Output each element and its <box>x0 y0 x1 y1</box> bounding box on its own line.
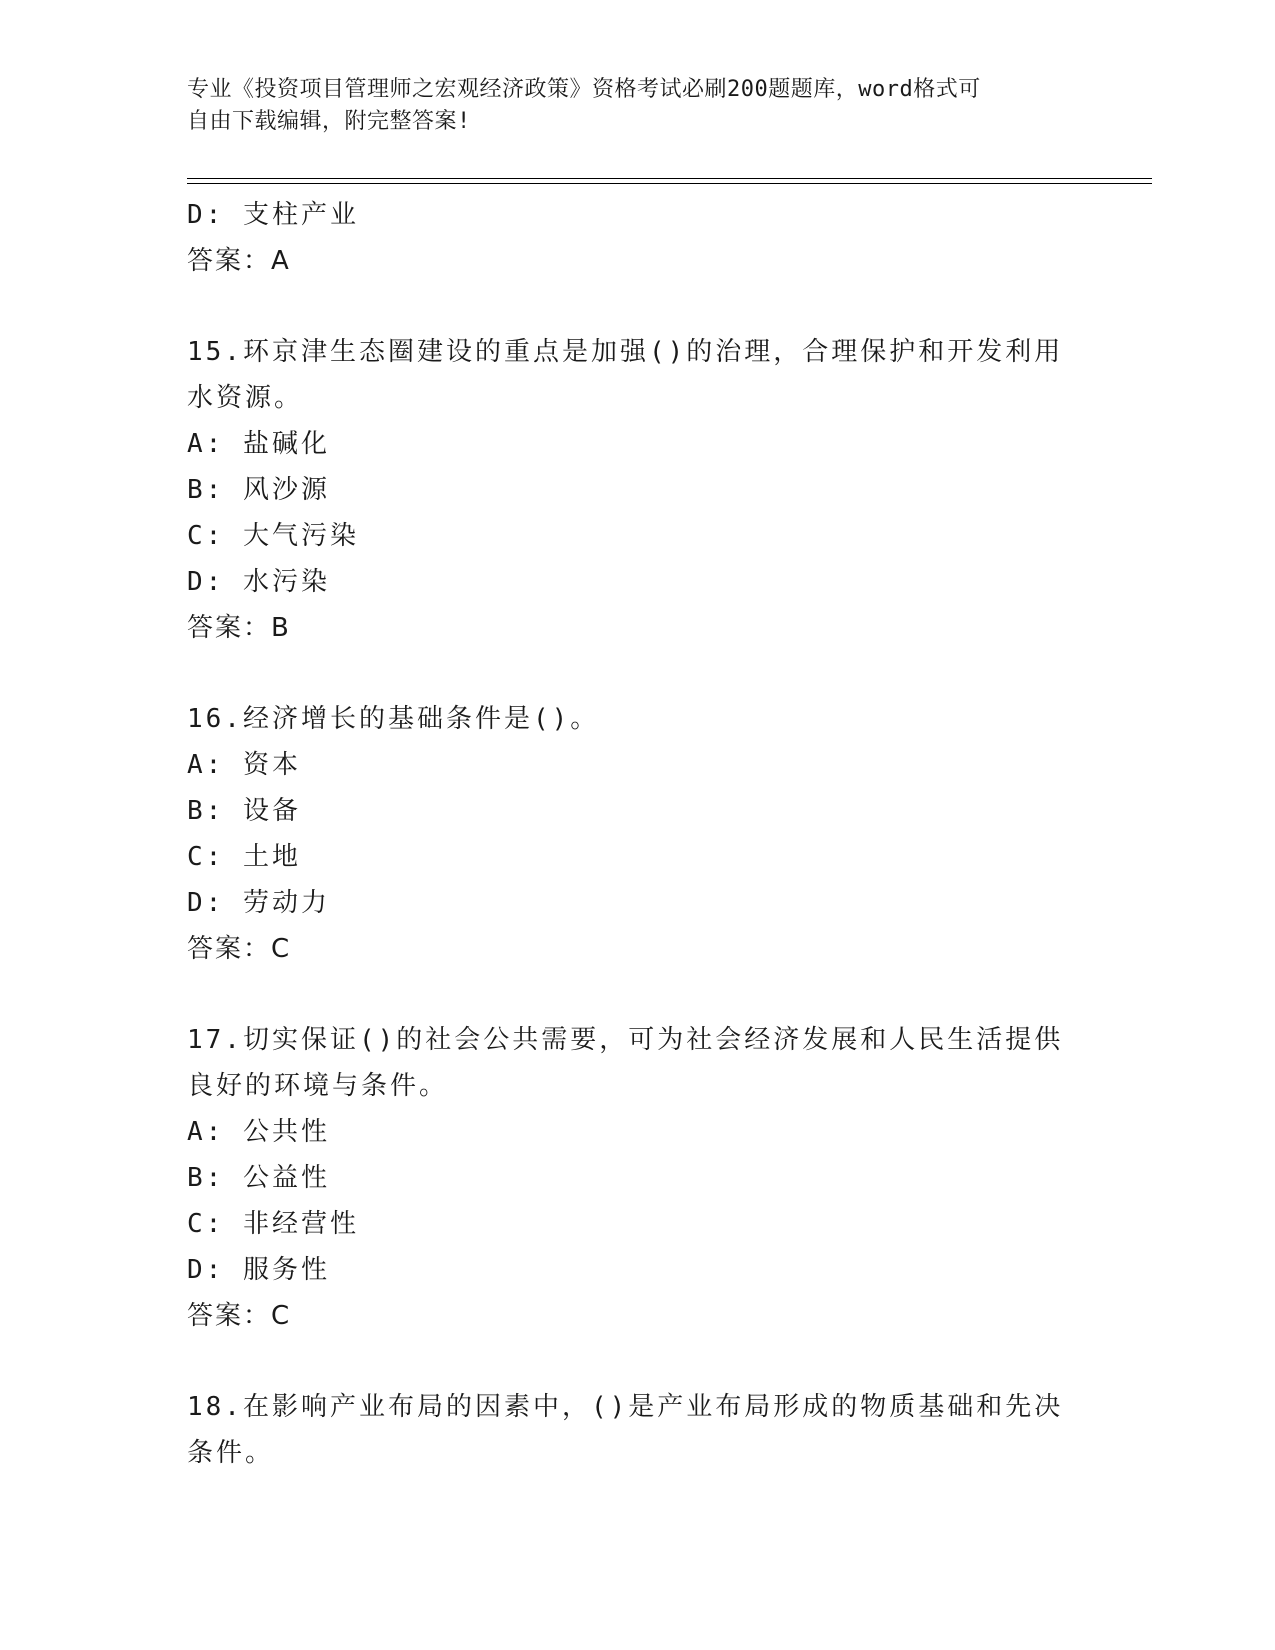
option-b: B: 设备 <box>187 796 301 826</box>
header-line-1: 专业《投资项目管理师之宏观经济政策》资格考试必刷200题题库，word格式可 <box>187 77 981 102</box>
question-stem: 17.切实保证()的社会公共需要，可为社会经济发展和人民生活提供良好的环境与条件。 <box>187 1025 1064 1101</box>
header-divider-bottom <box>187 183 1152 184</box>
option-a: A: 盐碱化 <box>187 429 330 459</box>
question-15 <box>187 329 1067 651</box>
question-stem: 15.环京津生态圈建设的重点是加强()的治理，合理保护和开发利用水资源。 <box>187 337 1064 413</box>
question-content <box>187 192 1067 1476</box>
header-divider-top <box>187 178 1152 179</box>
option-d: D: 服务性 <box>187 1255 330 1285</box>
header-line-2: 自由下载编辑，附完整答案! <box>187 109 471 134</box>
option-c: C: 土地 <box>187 842 301 872</box>
question-16 <box>187 696 1067 972</box>
question-stem: 16.经济增长的基础条件是()。 <box>187 704 600 734</box>
option-a: A: 资本 <box>187 750 301 780</box>
answer: 答案：C <box>187 1301 292 1331</box>
option-b: B: 风沙源 <box>187 475 330 505</box>
option-b: B: 公益性 <box>187 1163 330 1193</box>
question-stem: 18.在影响产业布局的因素中，()是产业布局形成的物质基础和先决条件。 <box>187 1392 1064 1468</box>
option-d: D: 水污染 <box>187 567 330 597</box>
option-a: A: 公共性 <box>187 1117 330 1147</box>
option-d: D: 劳动力 <box>187 888 330 918</box>
prev-option-d: D: 支柱产业 <box>187 200 359 230</box>
answer: 答案：B <box>187 613 291 643</box>
prev-answer: 答案：A <box>187 246 291 276</box>
document-header <box>187 74 1067 138</box>
option-c: C: 大气污染 <box>187 521 359 551</box>
question-18 <box>187 1384 1067 1476</box>
option-c: C: 非经营性 <box>187 1209 359 1239</box>
answer: 答案：C <box>187 934 292 964</box>
question-17 <box>187 1017 1067 1339</box>
